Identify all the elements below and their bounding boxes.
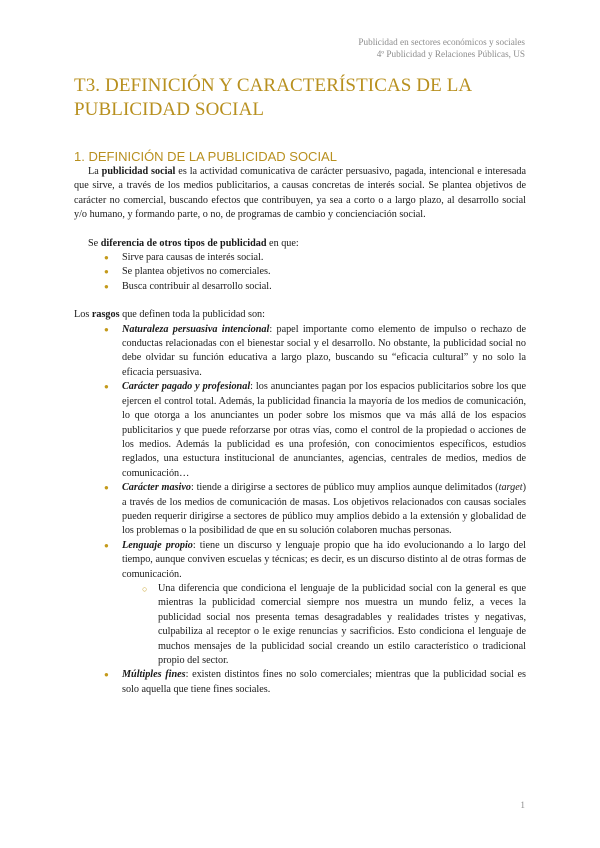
rasgo-term: Carácter pagado y profesional bbox=[122, 381, 251, 393]
differs-list bbox=[74, 251, 526, 294]
rasgo-text: : los anunciantes pagan por los espacios publicitarios sobre los que ejercen el control total. Además, la publicidad financia la mayoría de los medios de comunicación, lo que otorga a los anunciantes un poder sobre los mismos que va más allá de los espacios publicitarios y que puede reforzarse por otras vías, como el control de la propiedad o acciones de los medios. Además la publicidad es una profesión, con conocimientos específicos, estudios reglados, una estuctura institucional de anunciantes, agencias, centrales de medios, medios de comunicación… bbox=[122, 381, 526, 479]
rasgo-text: : tiene un discurso y lenguaje propio que ha ido evolucionando a lo largo del tiempo, aunque conviven escuelas y técnicas; es decir, es un discurso distinto al de otras formas de comunicación. bbox=[122, 539, 526, 580]
list-item: ● Sirve para causas de interés social. bbox=[74, 251, 526, 265]
rasgos-list bbox=[74, 323, 526, 582]
page-header bbox=[358, 36, 525, 60]
rasgo-term: Múltiples fines bbox=[122, 669, 186, 681]
page-number: 1 bbox=[520, 800, 525, 810]
intro-pre: La bbox=[88, 166, 102, 177]
rasgo-text: : papel importante como elemento de impulso o rechazo de conductas relacionadas con el bienestar social y el desarrollo. No obstante, la publicidad social no debe olvidar su función educativa a largo plazo, buscando su “eficacia cultural” y no solo la eficacia persuasiva. bbox=[122, 323, 526, 378]
rasgo-item bbox=[74, 481, 526, 539]
header-degree: 4º Publicidad y Relaciones Públicas, US bbox=[376, 49, 525, 59]
list-item: ● Se plantea objetivos no comerciales. bbox=[74, 265, 526, 279]
differs-pre: Se bbox=[88, 237, 101, 249]
document-body bbox=[74, 165, 526, 697]
rasgos-pre: Los bbox=[74, 309, 92, 321]
rasgo-item bbox=[74, 539, 526, 582]
rasgo-text: : tiende a dirigirse a sectores de público muy amplios aunque delimitados ( bbox=[190, 482, 499, 494]
sub-list-item: ○ Una diferencia que condiciona el lenguaje de la publicidad social con la general es que mientras la publicidad comercial siempre nos muestra un mundo feliz, a veces la publicidad social nos presenta temas desagradables y realidades tristes y negativas, culpabiliza al receptor o le exige renuncias y sacrificios. Esto condiciona el lenguaje de muchos mensajes de la publicidad social creando un estilo característico o tradicional propio del sector. bbox=[74, 582, 526, 668]
rasgo-term: Naturaleza persuasiva intencional bbox=[122, 323, 270, 335]
intro-paragraph bbox=[74, 165, 526, 223]
rasgos-intro bbox=[74, 308, 526, 322]
rasgo-item bbox=[74, 668, 526, 697]
intro-text: es la actividad comunicativa de carácter persuasivo, pagada, intencional e interesada que sirve, a través de los medios publicitarios, a causas concretas de interés social. Se plantea objetivos de carácter no comercial, buscando efectos que contribuyen, ya sea a corto o a largo plazo, al desarrollo social y/o humano, y formando parte, o no, de programas de cambio y concienciación social. bbox=[74, 166, 526, 221]
document-title: T3. DEFINICIÓN Y CARACTERÍSTICAS DE LA PUBLICIDAD SOCIAL bbox=[74, 75, 472, 120]
differs-rest: en que: bbox=[266, 237, 299, 249]
differs-bold-term: diferencia de otros tipos de publicidad bbox=[100, 237, 267, 249]
rasgo-text: ) a través de los medios de comunicación de masas. Los objetivos relacionados con causas sociales pueden requerir dirigirse a sectores de público muy amplios debido a la extensión y globalidad de los problemas o la posibilidad de que en su solución colaboren muchas personas. bbox=[122, 482, 526, 537]
intro-bold-term: publicidad social bbox=[101, 166, 176, 177]
rasgo-term: Carácter masivo bbox=[122, 482, 191, 494]
rasgos-list-cont bbox=[74, 668, 526, 697]
rasgo-sub-list bbox=[74, 582, 526, 668]
differs-intro bbox=[88, 237, 526, 251]
rasgo-italic: target bbox=[498, 482, 523, 494]
section-heading: 1. DEFINICIÓN DE LA PUBLICIDAD SOCIAL bbox=[74, 149, 337, 164]
rasgos-bold-term: rasgos bbox=[91, 309, 120, 321]
header-course: Publicidad en sectores económicos y sociales bbox=[358, 37, 525, 47]
rasgo-item bbox=[74, 380, 526, 481]
rasgo-item bbox=[74, 323, 526, 381]
list-item: ● Busca contribuir al desarrollo social. bbox=[74, 280, 526, 294]
rasgos-rest: que definen toda la publicidad son: bbox=[119, 309, 265, 321]
rasgo-term: Lenguaje propio bbox=[122, 539, 193, 551]
rasgo-text: : existen distintos fines no solo comerciales; mientras que la publicidad social es solo aquella que tiene fines sociales. bbox=[122, 669, 526, 695]
